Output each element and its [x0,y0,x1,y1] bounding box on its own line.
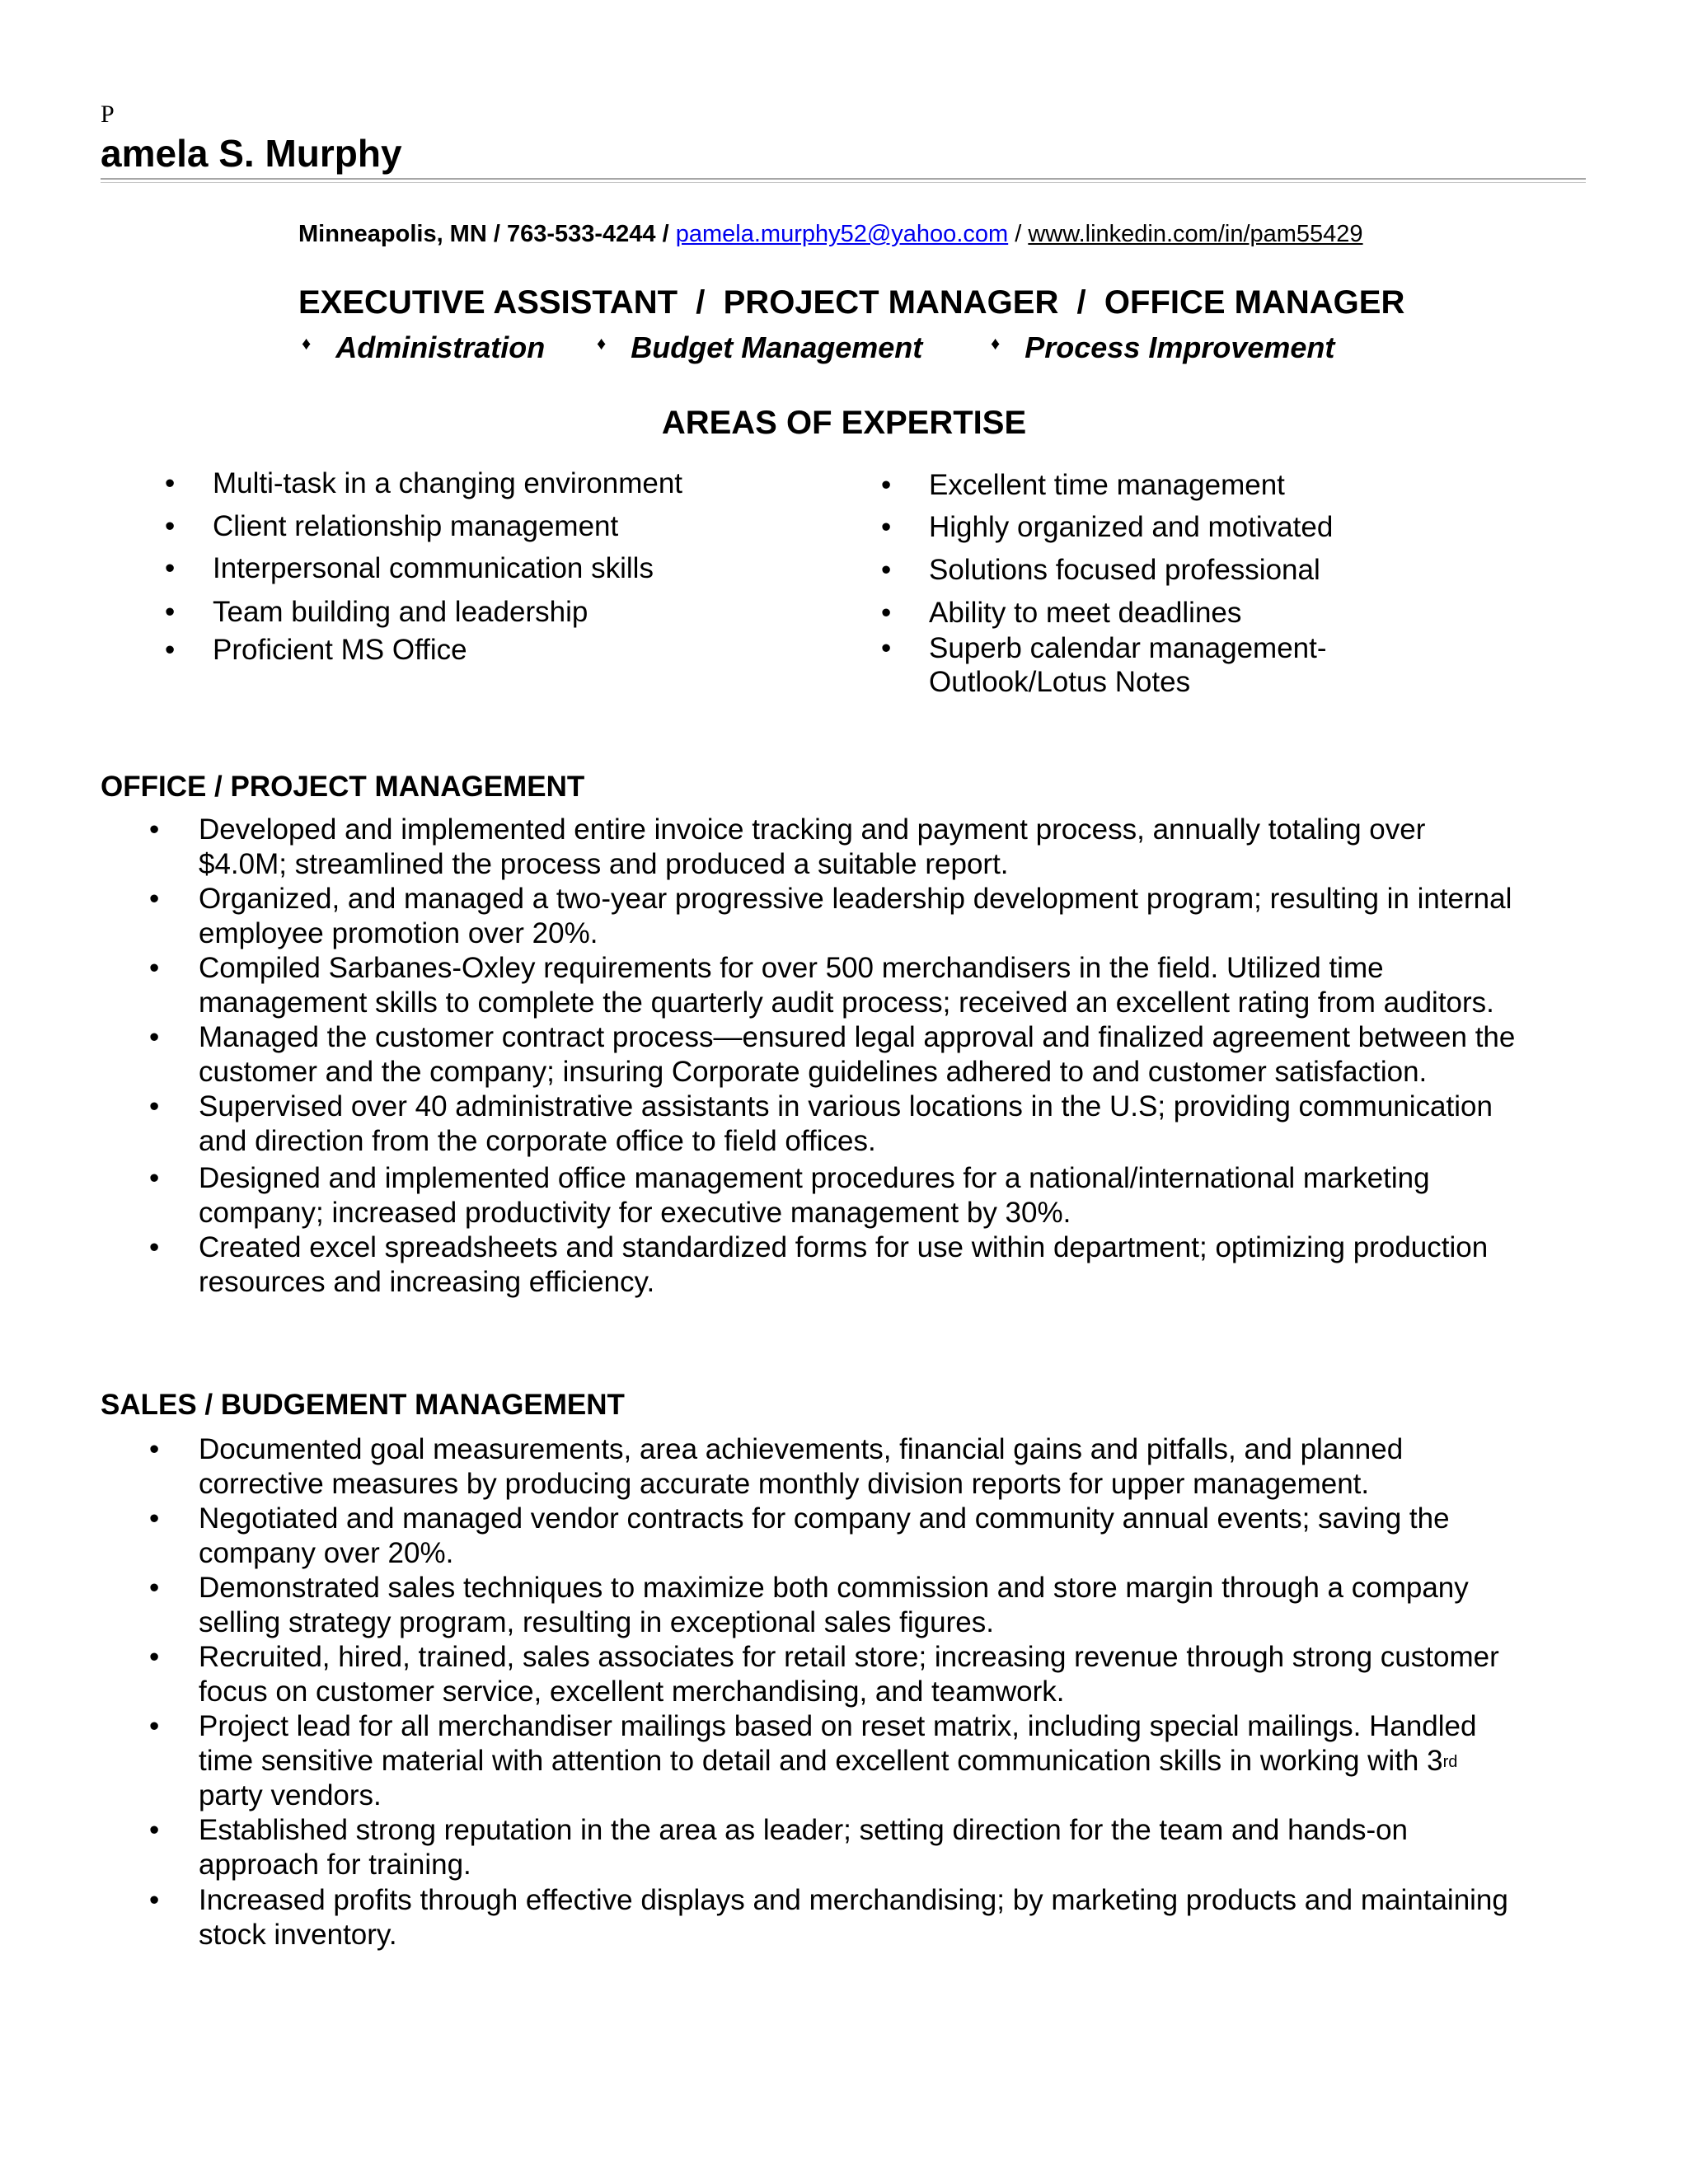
bullet-icon: • [881,511,892,543]
list-item: • Project lead for all merchandiser mailings based on reset matrix, including special mailings. Handled time sensitive material with attention to detail and excellent communication skills in working with 3rd party vendors. [149,1710,1477,1811]
section-title-office-project: OFFICE / PROJECT MANAGEMENT [101,771,585,803]
list-item: • Recruited, hired, trained, sales associates for retail store; increasing revenue through strong customer focus on customer service, excellent merchandising, and teamwork. [149,1641,1499,1708]
list-item: • Developed and implemented entire invoice tracking and payment process, annually totaling over $4.0M; streamlined the process and produced a suitable report. [149,813,1426,880]
bullet-icon: • [149,1502,160,1535]
location-phone: Minneapolis, MN / 763-533-4244 / [298,221,676,247]
expertise-item: • Multi-task in a changing environment [165,467,683,499]
expertise-item: • Team building and leadership [165,596,588,628]
expertise-item: • Proficient MS Office [165,634,467,666]
diamond-bullet-icon: ♦ [302,333,312,354]
bullet-icon: • [149,883,160,915]
specialty-budget: ♦ Budget Management [597,330,923,364]
superscript-ordinal: rd [1442,1753,1458,1771]
bullet-icon: • [881,632,892,664]
expertise-item: • Ability to meet deadlines [881,597,1242,629]
list-item: • Compiled Sarbanes-Oxley requirements for over 500 merchandisers in the field. Utilized time management skills to complete the quarterly audit process; received an excellent rating from auditors. [149,952,1494,1019]
expertise-item: • Interpersonal communication skills [165,552,654,584]
expertise-item: • Solutions focused professional [881,554,1320,586]
diamond-bullet-icon: ♦ [597,333,607,354]
contact-line [298,219,1363,249]
contact-separator: / [1008,221,1029,247]
bullet-icon: • [165,467,176,499]
list-item: • Organized, and managed a two-year progressive leadership development program; resulting in internal employee promotion over 20%. [149,883,1512,949]
bullet-icon: • [149,1090,160,1122]
email-link[interactable]: pamela.murphy52@yahoo.com [675,221,1009,247]
bullet-icon: • [149,1884,160,1916]
expertise-item-continued: Outlook/Lotus Notes [929,666,1191,698]
bullet-icon: • [165,552,176,584]
bullet-icon: • [149,1572,160,1604]
bullet-icon: • [165,634,176,666]
bullet-icon: • [881,597,892,629]
header-divider-shadow [101,182,1586,183]
specialty-process: ♦ Process Improvement [991,330,1335,364]
bullet-icon: • [149,1162,160,1194]
bullet-icon: • [149,1231,160,1263]
list-item: • Managed the customer contract process—ensured legal approval and finalized agreement between the customer and the company; insuring Corporate guidelines adhered to and customer satisfaction. [149,1021,1516,1088]
bullet-icon: • [881,469,892,501]
list-item: • Created excel spreadsheets and standardized forms for use within department; optimizing production resources and increasing efficiency. [149,1231,1489,1298]
name-dropcap-letter: P [101,101,115,128]
list-item: • Established strong reputation in the area as leader; setting direction for the team and hands-on approach for training. [149,1814,1409,1881]
expertise-item: • Excellent time management [881,469,1285,501]
linkedin-link[interactable]: www.linkedin.com/in/pam55429 [1028,221,1363,247]
section-title-sales-budget: SALES / BUDGEMENT MANAGEMENT [101,1389,625,1421]
list-item: • Documented goal measurements, area achievements, financial gains and pitfalls, and planned corrective measures by producing accurate monthly division reports for upper management. [149,1433,1404,1500]
list-item: • Demonstrated sales techniques to maximize both commission and store margin through a company selling strategy program, resulting in exceptional sales figures. [149,1572,1469,1638]
job-titles-headline: EXECUTIVE ASSISTANT / PROJECT MANAGER / OFFICE MANAGER [298,284,1405,321]
list-item: • Negotiated and managed vendor contracts for company and community annual events; saving the company over 20%. [149,1502,1450,1569]
bullet-icon: • [165,596,176,628]
bullet-icon: • [165,510,176,542]
bullet-icon: • [149,1710,160,1742]
bullet-icon: • [149,1433,160,1465]
candidate-name: amela S. Murphy [101,132,402,175]
bullet-icon: • [149,813,160,846]
areas-of-expertise-title: AREAS OF EXPERTISE [661,405,1027,441]
bullet-icon: • [149,1021,160,1053]
diamond-bullet-icon: ♦ [991,333,1001,354]
list-item: • Supervised over 40 administrative assistants in various locations in the U.S; providing communication and direction from the corporate office to field offices. [149,1090,1493,1157]
bullet-icon: • [149,1814,160,1846]
bullet-icon: • [149,952,160,984]
bullet-icon: • [881,554,892,586]
list-item: • Designed and implemented office management procedures for a national/international marketing company; increased productivity for executive management by 30%. [149,1162,1430,1229]
expertise-item: • Client relationship management [165,510,619,542]
specialty-administration: ♦ Administration [302,330,546,364]
expertise-item: • Highly organized and motivated [881,511,1334,543]
bullet-icon: • [149,1641,160,1673]
expertise-item: • Superb calendar management- [881,632,1327,664]
list-item: • Increased profits through effective displays and merchandising; by marketing products and maintaining stock inventory. [149,1884,1508,1951]
header-divider [101,178,1586,180]
